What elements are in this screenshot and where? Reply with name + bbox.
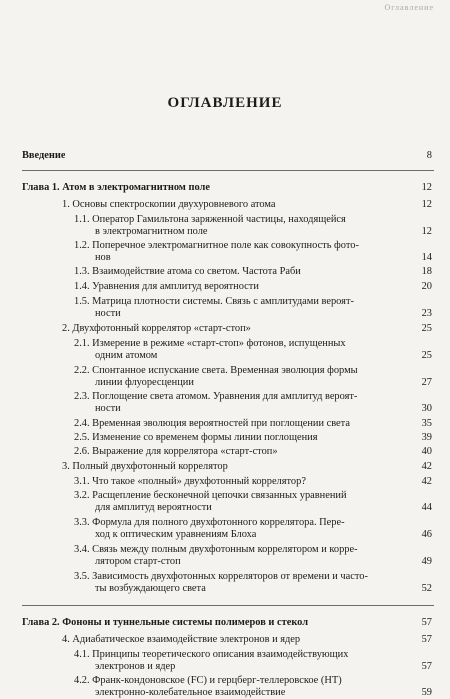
toc-subsection[interactable]: 2.4. Временная эволюция вероятностей при поглощении света	[74, 418, 350, 429]
toc-page-number: 57	[421, 617, 432, 628]
divider	[22, 605, 434, 606]
toc-subsection[interactable]: 2.3. Поглощение света атомом. Уравнения для амплитуд вероят-	[74, 391, 358, 402]
toc-section[interactable]: 1. Основы спектроскопии двухуровневого атома	[62, 199, 276, 210]
toc-subsection-cont: электронов и ядер	[95, 661, 176, 672]
toc-page-number: 42	[421, 461, 432, 472]
toc-subsection[interactable]: 3.5. Зависимость двухфотонных корреляторов от времени и часто-	[74, 571, 368, 582]
toc-page-number: 12	[421, 226, 432, 237]
toc-page-number: 46	[421, 529, 432, 540]
toc-subsection-cont: электронно-колебательное взаимодействие	[95, 687, 286, 698]
toc-subsection[interactable]: 1.5. Матрица плотности системы. Связь с амплитудами вероят-	[74, 296, 354, 307]
toc-page-number: 20	[421, 281, 432, 292]
toc-subsection-cont: ход к оптическим уравнениям Блоха	[95, 529, 257, 540]
toc-page-number: 30	[421, 403, 432, 414]
toc-subsection[interactable]: 4.1. Принципы теоретического описания взаимодействующих	[74, 649, 349, 660]
toc-subsection[interactable]: 1.3. Взаимодействие атома со светом. Частота Раби	[74, 266, 301, 277]
toc-subsection[interactable]: 2.1. Измерение в режиме «старт-стоп» фотонов, испущенных	[74, 338, 346, 349]
toc-chapter-2[interactable]: Глава 2. Фононы и туннельные системы полимеров и стекол	[22, 617, 309, 628]
toc-page-number: 52	[421, 583, 432, 594]
toc-page-number: 14	[421, 252, 432, 263]
toc-page-number: 44	[421, 502, 432, 513]
toc-subsection-cont: ности	[95, 403, 121, 414]
toc-page-number: 25	[421, 323, 432, 334]
toc-page-number: 49	[421, 556, 432, 567]
toc-subsection[interactable]: 1.1. Оператор Гамильтона заряженной частицы, находящейся	[74, 214, 346, 225]
toc-subsection-cont: одним атомом	[95, 350, 158, 361]
toc-chapter-1[interactable]: Глава 1. Атом в электромагнитном поле	[22, 182, 210, 193]
toc-subsection-cont: ты возбуждающего света	[95, 583, 206, 594]
toc-subsection[interactable]: 3.2. Расщепление бесконечной цепочки связанных уравнений	[74, 490, 347, 501]
toc-subsection-cont: лятором старт-стоп	[95, 556, 181, 567]
toc-section[interactable]: 4. Адиабатическое взаимодействие электронов и ядер	[62, 634, 301, 645]
divider	[22, 170, 434, 171]
toc-page-number: 18	[421, 266, 432, 277]
toc-page-number: 35	[421, 418, 432, 429]
toc-subsection[interactable]: 1.2. Поперечное электромагнитное поле как совокупность фото-	[74, 240, 359, 251]
toc-page-number: 23	[421, 308, 432, 319]
toc-subsection[interactable]: 1.4. Уравнения для амплитуд вероятности	[74, 281, 259, 292]
toc-subsection[interactable]: 3.3. Формула для полного двухфотонного коррелятора. Пере-	[74, 517, 345, 528]
page-title: ОГЛАВЛЕНИЕ	[167, 95, 283, 111]
toc-section[interactable]: 2. Двухфотонный коррелятор «старт-стоп»	[62, 323, 251, 334]
toc-page-number: 40	[421, 446, 432, 457]
toc-subsection-cont: ности	[95, 308, 121, 319]
toc-page-number: 25	[421, 350, 432, 361]
toc-subsection-cont: нов	[95, 252, 111, 263]
toc-subsection[interactable]: 3.1. Что такое «полный» двухфотонный коррелятор?	[74, 476, 306, 487]
toc-section[interactable]: 3. Полный двухфотонный коррелятор	[62, 461, 228, 472]
toc-page-number: 12	[421, 182, 432, 193]
toc-page-number: 8	[426, 150, 432, 161]
toc-page-number: 57	[421, 661, 432, 672]
running-head: Оглавление	[384, 3, 434, 12]
toc-page-number: 57	[421, 634, 432, 645]
toc-subsection[interactable]: 4.2. Франк-кондоновское (FC) и герцберг-теллеровское (HT)	[74, 675, 342, 686]
toc-subsection[interactable]: 3.4. Связь между полным двухфотонным коррелятором и корре-	[74, 544, 358, 555]
toc-page-number: 59	[421, 687, 432, 698]
toc-subsection[interactable]: 2.2. Спонтанное испускание света. Временная эволюция формы	[74, 365, 358, 376]
toc-page-number: 27	[421, 377, 432, 388]
toc-page-number: 42	[421, 476, 432, 487]
toc-subsection[interactable]: 2.6. Выражение для коррелятора «старт-стоп»	[74, 446, 278, 457]
toc-subsection-cont: линии флуоресценции	[95, 377, 194, 388]
toc-page-number: 39	[421, 432, 432, 443]
toc-subsection-cont: для амплитуд вероятности	[95, 502, 212, 513]
toc-page-number: 12	[421, 199, 432, 210]
toc-entry-intro[interactable]: Введение	[22, 150, 66, 161]
toc-subsection[interactable]: 2.5. Изменение со временем формы линии поглощения	[74, 432, 318, 443]
toc-subsection-cont: в электромагнитном поле	[95, 226, 208, 237]
